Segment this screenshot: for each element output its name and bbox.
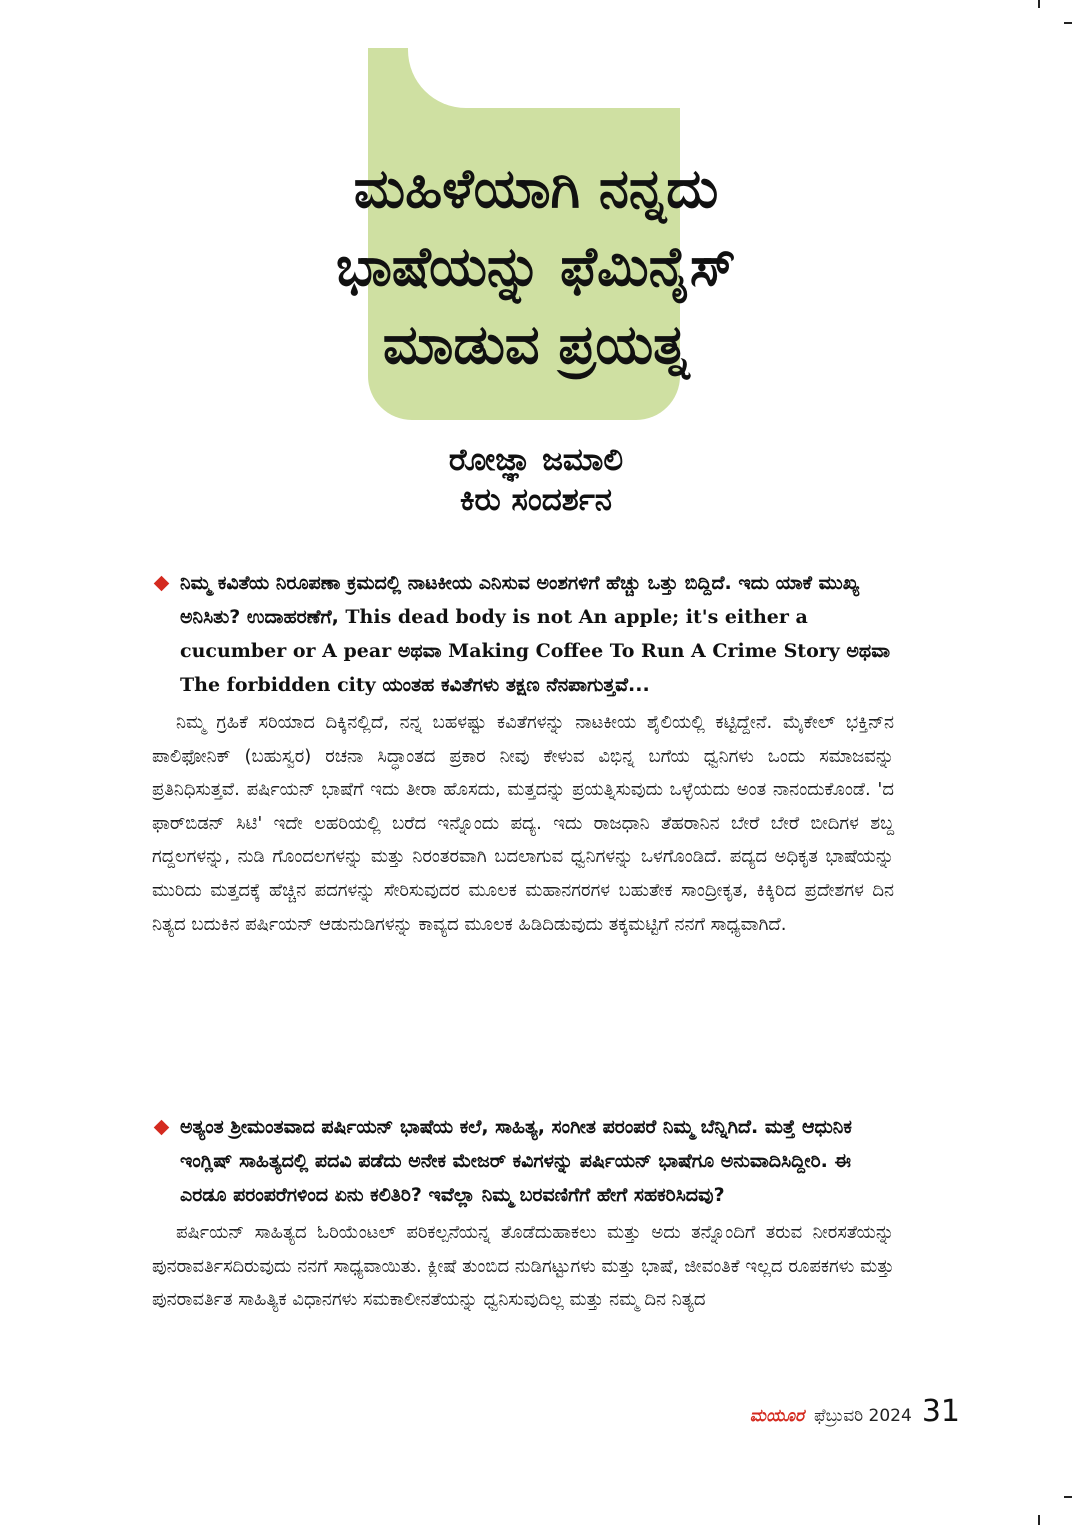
qa-block (152, 566, 894, 941)
issue-date: ಫೆಬ್ರುವರಿ 2024 (814, 1406, 912, 1426)
crop-mark (1064, 1496, 1072, 1498)
question-text: ಅಥವಾ (839, 640, 891, 662)
poem-title: This dead body is not An apple; it's either a cucumber or A pear (180, 606, 808, 662)
crop-mark (1038, 0, 1040, 8)
byline (260, 440, 812, 520)
question-text: ಯಂತಹ ಕವಿತೆಗಳು ತಕ್ಷಣ ನೆನಪಾಗುತ್ತವೆ... (375, 674, 650, 696)
article-subtitle: ಕಿರು ಸಂದರ್ಶನ (459, 482, 613, 518)
question-text: ನಿಮ್ಮ ಕವಿತೆಯ ನಿರೂಪಣಾ ಕ್ರಮದಲ್ಲಿ ನಾಟಕೀಯ ಎನಿಸುವ ಅಂಶಗಳಿಗೆ ಹೆಚ್ಚು ಒತ್ತು ಬಿದ್ದಿದೆ. ಇದು ಯಾಕೆ ಮುಖ್ಯ ಅನಿಸಿತು? ಉದಾಹರಣೆಗೆ, (180, 572, 860, 628)
interview-answer: ಪರ್ಷಿಯನ್ ಸಾಹಿತ್ಯದ ಓರಿಯೆಂಟಲ್ ಪರಿಕಲ್ಪನೆಯನ್ನ ತೊಡೆದುಹಾಕಲು ಮತ್ತು ಅದು ತನ್ನೊಂದಿಗೆ ತರುವ ನೀರಸತೆಯನ್ನು ಪುನರಾವರ್ತಿಸದಿರುವುದು ನನಗೆ ಸಾಧ್ಯವಾಯಿತು. ಕ್ಲೀಷೆ ತುಂಬಿದ ನುಡಿಗಟ್ಟುಗಳು ಮತ್ತು ಭಾಷೆ, ಜೀವಂತಿಕೆ ಇಲ್ಲದ ರೂಪಕಗಳು ಮತ್ತು ಪುನರಾವರ್ತಿತ ಸಾಹಿತ್ಯಿಕ ವಿಧಾನಗಳು ಸಮಕಾಲೀನತೆಯನ್ನು ಧ್ವನಿಸುವುದಿಲ್ಲ ಮತ್ತು ನಮ್ಮ ದಿನ ನಿತ್ಯದ (152, 1222, 894, 1311)
interview-question (152, 1110, 894, 1212)
title-line: ಮಾಡುವ ಪ್ರಯತ್ನ (382, 313, 690, 376)
interview-question (152, 566, 894, 702)
title-line: ಭಾಷೆಯನ್ನು ಫೆಮಿನೈಸ್ (335, 235, 737, 298)
speech-bubble-notch (408, 40, 698, 108)
question-text: ಅತ್ಯಂತ ಶ್ರೀಮಂತವಾದ ಪರ್ಷಿಯನ್ ಭಾಷೆಯ ಕಲೆ, ಸಾಹಿತ್ಯ, ಸಂಗೀತ ಪರಂಪರೆ ನಿಮ್ಮ ಬೆನ್ನಿಗಿದೆ. ಮತ್ತೆ ಆಧುನಿಕ ಇಂಗ್ಲಿಷ್ ಸಾಹಿತ್ಯದಲ್ಲಿ ಪದವಿ ಪಡೆದು ಅನೇಕ ಮೇಜರ್ ಕವಿಗಳನ್ನು ಪರ್ಷಿಯನ್ ಭಾಷೆಗೂ ಅನುವಾದಿಸಿದ್ದೀರಿ. ಈ ಎರಡೂ ಪರಂಪರೆಗಳಿಂದ ಏನು ಕಲಿತಿರಿ? ಇವೆಲ್ಲಾ ನಿಮ್ಮ ಬರವಣಿಗೆಗೆ ಹೇಗೆ ಸಹಕರಿಸಿದವು? (180, 1116, 852, 1206)
question-text: ಅಥವಾ (391, 640, 449, 662)
interview-answer: ನಿಮ್ಮ ಗ್ರಹಿಕೆ ಸರಿಯಾದ ದಿಕ್ಕಿನಲ್ಲಿದೆ, ನನ್ನ ಬಹಳಷ್ಟು ಕವಿತೆಗಳನ್ನು ನಾಟಕೀಯ ಶೈಲಿಯಲ್ಲಿ ಕಟ್ಟಿದ್ದೇನೆ. ಮೈಕೇಲ್ ಭಕ್ತಿನ್‌ನ ಪಾಲಿಫೋನಿಕ್ (ಬಹುಸ್ವರ) ರಚನಾ ಸಿದ್ಧಾಂತದ ಪ್ರಕಾರ ನೀವು ಕೇಳುವ ವಿಭಿನ್ನ ಬಗೆಯ ಧ್ವನಿಗಳು ಒಂದು ಸಮಾಜವನ್ನು ಪ್ರತಿನಿಧಿಸುತ್ತವೆ. ಪರ್ಷಿಯನ್ ಭಾಷೆಗೆ ಇದು ತೀರಾ ಹೊಸದು, ಮತ್ತದನ್ನು ಪ್ರಯತ್ನಿಸುವುದು ಒಳ್ಳೆಯದು ಅಂತ ನಾನಂದುಕೊಂಡೆ. 'ದ ಫಾರ್‌ಬಿಡನ್ ಸಿಟಿ' ಇದೇ ಲಹರಿಯಲ್ಲಿ ಬರೆದ ಇನ್ನೊಂದು ಪದ್ಯ. ಇದು ರಾಜಧಾನಿ ತೆಹರಾನಿನ ಬೇರೆ ಬೇರೆ ಬೀದಿಗಳ ಶಬ್ದ ಗದ್ದಲಗಳನ್ನು, ನುಡಿ ಗೊಂದಲಗಳನ್ನು ಮತ್ತು ನಿರಂತರವಾಗಿ ಬದಲಾಗುವ ಧ್ವನಿಗಳನ್ನು ಒಳಗೊಂಡಿದೆ. ಪದ್ಯದ ಅಧಿಕೃತ ಭಾಷೆಯನ್ನು ಮುರಿದು ಮತ್ತದಕ್ಕೆ ಹೆಚ್ಚಿನ ಪದಗಳನ್ನು ಸೇರಿಸುವುದರ ಮೂಲಕ ಮಹಾನಗರಗಳ ಬಹುತೇಕ ಸಾಂದ್ರೀಕೃತ, ಕಿಕ್ಕಿರಿದ ಪ್ರದೇಶಗಳ ದಿನ ನಿತ್ಯದ ಬದುಕಿನ ಪರ್ಷಿಯನ್ ಆಡುನುಡಿಗಳನ್ನು ಕಾವ್ಯದ ಮೂಲಕ ಹಿಡಿದಿಡುವುದು ತಕ್ಕಮಟ್ಟಿಗೆ ನನಗೆ ಸಾಧ್ಯವಾಗಿದೆ. (152, 712, 894, 935)
page-footer (750, 1394, 960, 1430)
diamond-bullet-icon (154, 1120, 170, 1136)
author-name: ರೋಜ್ಞಾ ಜಮಾಲಿ (448, 442, 624, 478)
crop-mark (1064, 22, 1072, 24)
page-number: 31 (921, 1394, 960, 1429)
magazine-logo: ಮಯೂರ (749, 1406, 804, 1426)
diamond-bullet-icon (154, 576, 170, 592)
qa-block (152, 1110, 894, 1317)
article-title (160, 150, 912, 384)
crop-mark (1038, 1515, 1040, 1525)
poem-title: Making Coffee To Run A Crime Story (448, 640, 840, 662)
poem-title: The forbidden city (180, 674, 376, 696)
title-line: ಮಹಿಳೆಯಾಗಿ ನನ್ನದು (353, 157, 719, 220)
